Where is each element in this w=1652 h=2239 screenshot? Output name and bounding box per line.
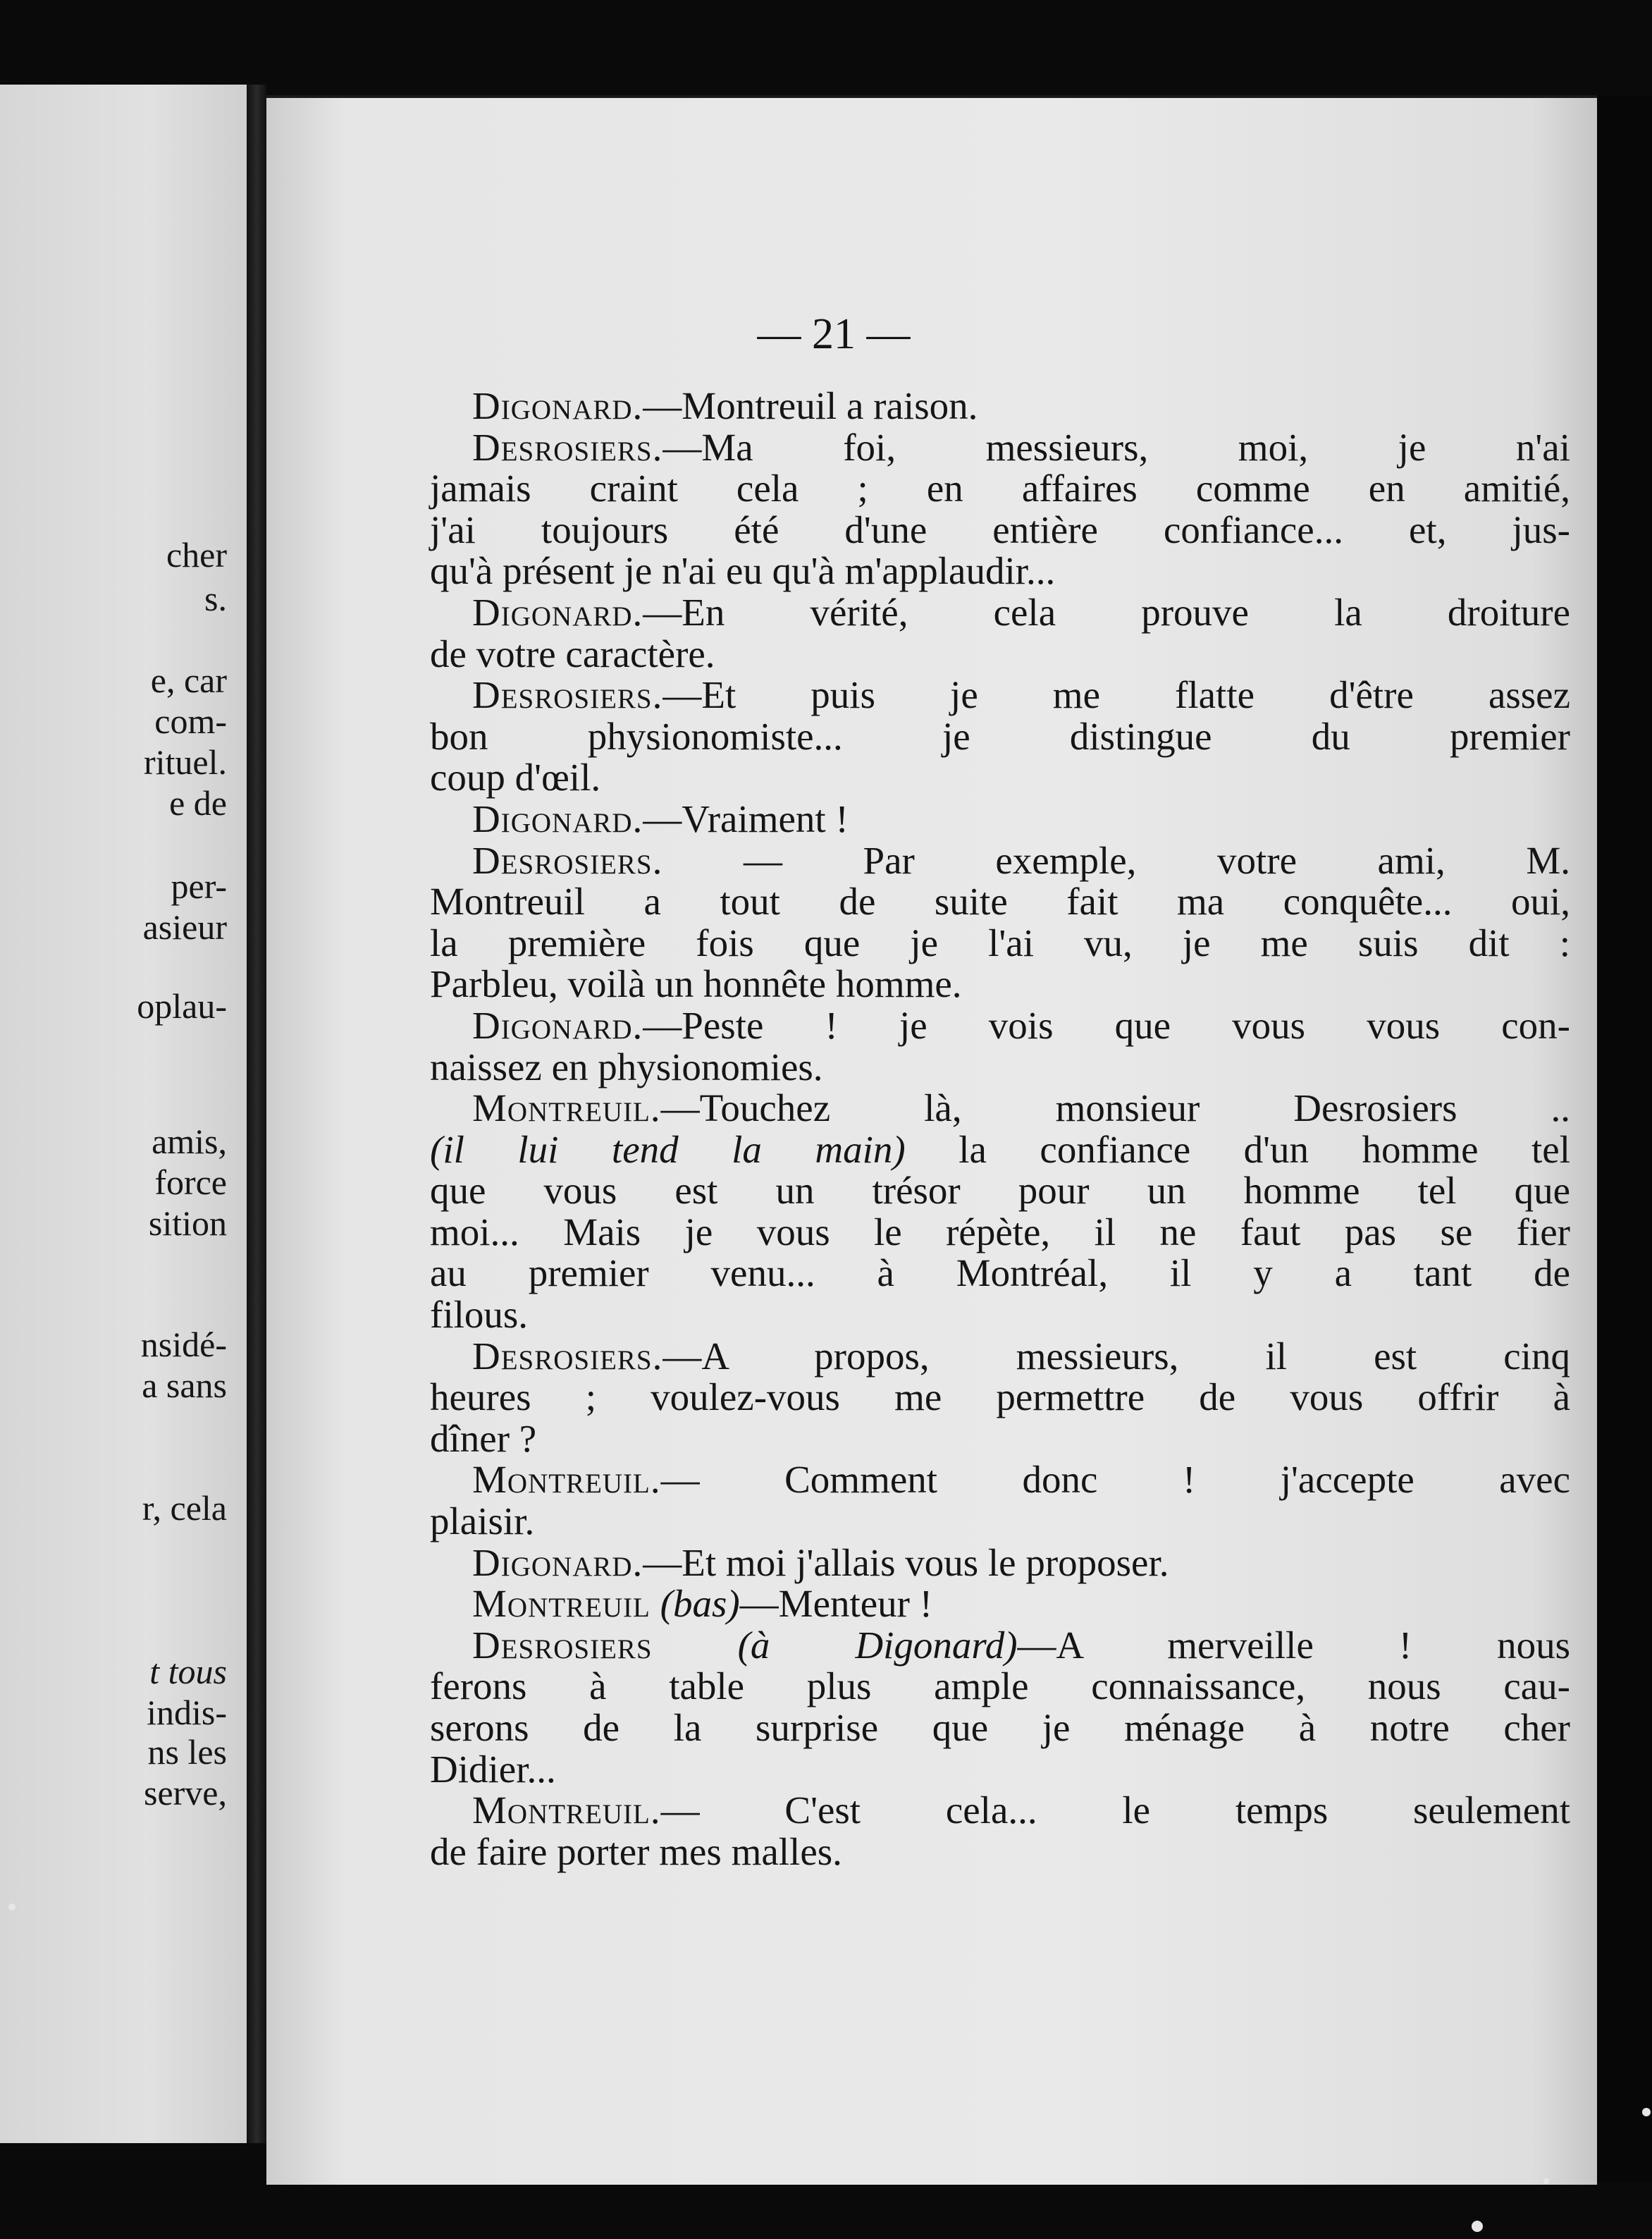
dialogue-line [430,510,1570,551]
left-page-fragment: e de [169,783,227,823]
line-text: —Vraiment ! [643,797,849,840]
dialogue-line [430,468,1570,510]
speaker-name: Desrosiers. [472,425,663,469]
left-page-fragment: serve, [144,1773,227,1812]
left-page-fragment: rituel. [143,742,227,782]
speaker-name: Digonard. [472,384,643,427]
dialogue-paragraph [430,799,1570,840]
dialogue-line [430,1294,1570,1336]
line-text: —Et puis je me flatte d'être assez [662,673,1570,717]
line-text: — Comment donc ! j'accepte avec [660,1458,1570,1502]
speaker-name: Desrosiers. [472,1334,663,1378]
left-page-fragment: r, cela [142,1488,227,1528]
left-page-fragment: oplau- [137,986,227,1026]
dialogue-paragraph [430,427,1570,592]
dialogue-line [430,757,1570,799]
dialogue-line [430,1790,1570,1832]
dialogue-line [430,1418,1570,1460]
dialogue-line [430,592,1570,634]
dialogue-line [430,634,1570,675]
line-text: — C'est cela... le temps seulement [660,1789,1570,1832]
scan-speck [571,2164,577,2170]
line-text: —A merveille ! nous [1017,1623,1571,1667]
dialogue-paragraph [430,1542,1570,1584]
line-text: de faire porter mes malles. [430,1829,842,1873]
dialogue-paragraph [430,386,1570,427]
scan-border [1597,95,1652,2182]
line-text: Parbleu, voilà un honnête homme. [430,962,962,1006]
dialogue-line [430,840,1570,882]
dialogue-paragraph [430,1790,1570,1872]
speaker-name: Desrosiers [472,1623,653,1667]
line-text: ferons à table plus ample connaissance, nous cau- [430,1664,1570,1708]
dialogue-line [430,1749,1570,1791]
dialogue-paragraph [430,1088,1570,1336]
line-text: moi... Mais je vous le répète, il ne faut pas se fier [430,1210,1570,1253]
dialogue-line [430,1829,1570,1873]
line-text: au premier venu... à Montréal, il y a tant de [430,1251,1570,1295]
line-text: —En vérité, cela prouve la droiture [643,590,1570,634]
dialogue-line [430,1707,1570,1749]
dialogue-line [430,1336,1570,1378]
dialogue-line [430,1253,1570,1294]
stage-direction: (bas) [660,1582,740,1626]
left-page-fragment: nsidé- [140,1325,227,1364]
line-text: —A propos, messieurs, il est cinq [662,1334,1570,1378]
line-text: jamais craint cela ; en affaires comme en amitié, [430,467,1570,510]
left-page-fragment: sition [148,1203,227,1243]
line-text: naissez en physionomies. [430,1045,823,1088]
line-text: filous. [430,1293,529,1337]
stage-direction: (à Digonard) [737,1623,1018,1667]
page-number: — 21 — [757,310,911,358]
line-text: Didier... [430,1747,556,1791]
left-page-fragment: a sans [142,1366,227,1405]
speaker-name: Desrosiers. [472,838,663,882]
dialogue-line [430,799,1570,840]
left-page-fragment: force [154,1163,227,1202]
line-text: que vous est un trésor pour un homme tel que [430,1169,1570,1213]
scan-speck [1642,2108,1651,2116]
speaker-name: Digonard. [472,1003,643,1047]
dialogue-paragraph [430,592,1570,675]
line-text: serons de la surprise que je ménage à notre cher [430,1706,1570,1749]
dialogue-line [430,551,1570,592]
line-text: Montreuil a tout de suite fait ma conquête... oui, [430,880,1570,924]
left-page-fragment: t tous [149,1652,227,1691]
speaker-name: Montreuil [472,1582,651,1626]
scan-speck [8,1903,16,1910]
left-page-fragment: ns les [147,1732,227,1772]
dialogue-line [430,1005,1570,1047]
dialogue-line [430,1583,1570,1625]
left-page-fragment: per- [171,866,227,906]
line-text: (il lui tend la main) la confiance d'un homme tel [430,1127,1570,1171]
line-text: j'ai toujours été d'une entière confiance... et, jus- [430,508,1570,551]
dialogue-paragraph [430,1005,1570,1088]
left-page-fragment: cher [166,535,227,575]
line-text: —Montreuil a raison. [643,384,978,427]
dialogue-line [430,675,1570,716]
speaker-name: Digonard. [472,1540,643,1584]
dialogue-paragraph [430,1459,1570,1542]
line-text: —Peste ! je vois que vous vous con- [643,1003,1570,1047]
right-page [266,95,1597,2185]
dialogue-line [430,964,1570,1005]
left-page-fragment: indis- [147,1693,227,1732]
dialogue-line [430,1377,1570,1418]
dialogue-line [430,1625,1570,1667]
line-text: heures ; voulez-vous me permettre de vous offrir à [430,1375,1570,1419]
line-text: plaisir. [430,1499,535,1543]
scan-speck [1472,2221,1483,2232]
dialogue-line [430,427,1570,469]
left-page-fragment: s. [204,579,227,618]
dialogue-line [430,923,1570,964]
left-page-fragment: e, car [150,661,227,700]
speaker-name: Digonard. [472,797,643,840]
dialogue-paragraph [430,840,1570,1005]
speaker-name: Desrosiers. [472,673,663,717]
line-text: de votre caractère. [430,632,715,675]
line-text: coup d'œil. [430,756,601,799]
line-text: la première fois que je l'ai vu, je me suis dit : [430,921,1570,964]
dialogue-line [430,1542,1570,1584]
line-text: bon physionomiste... je distingue du premier [430,714,1570,758]
dialogue-paragraph [430,1625,1570,1790]
dialogue-line [430,1129,1570,1171]
dialogue-line [430,1666,1570,1707]
stage-direction: (il lui tend la main) [430,1127,906,1171]
dialogue-line [430,386,1570,427]
scan-speck [1543,2178,1549,2184]
speaker-name: Montreuil. [472,1789,661,1832]
dialogue-line [430,1088,1570,1129]
dialogue-paragraph [430,1336,1570,1460]
dialogue-line [430,1501,1570,1542]
speaker-name: Montreuil. [472,1458,661,1502]
speaker-name: Montreuil. [472,1086,661,1130]
dialogue-text [430,386,1570,1872]
speaker-name: Digonard. [472,590,643,634]
dialogue-line [430,881,1570,923]
book-gutter [247,85,266,2143]
left-page-fragment: com- [154,701,227,741]
line-text: —Menteur ! [739,1582,933,1626]
dialogue-line [430,1459,1570,1501]
line-text: —Touchez là, monsieur Desrosiers .. [660,1086,1570,1130]
dialogue-paragraph [430,1583,1570,1625]
line-text: qu'à présent je n'ai eu qu'à m'applaudir... [430,549,1056,593]
dialogue-line [430,716,1570,758]
left-page-fragment: amis, [152,1122,227,1161]
line-text: —Et moi j'allais vous le proposer. [643,1540,1169,1584]
line-text: —Ma foi, messieurs, moi, je n'ai [662,425,1570,469]
line-text: dîner ? [430,1416,537,1460]
line-text: — Par exemple, votre ami, M. [662,838,1570,882]
dialogue-line [430,1170,1570,1212]
dialogue-line [430,1047,1570,1088]
left-facing-page [0,85,247,2143]
dialogue-line [430,1212,1570,1253]
left-page-fragment: asieur [142,907,227,947]
dialogue-paragraph [430,675,1570,799]
